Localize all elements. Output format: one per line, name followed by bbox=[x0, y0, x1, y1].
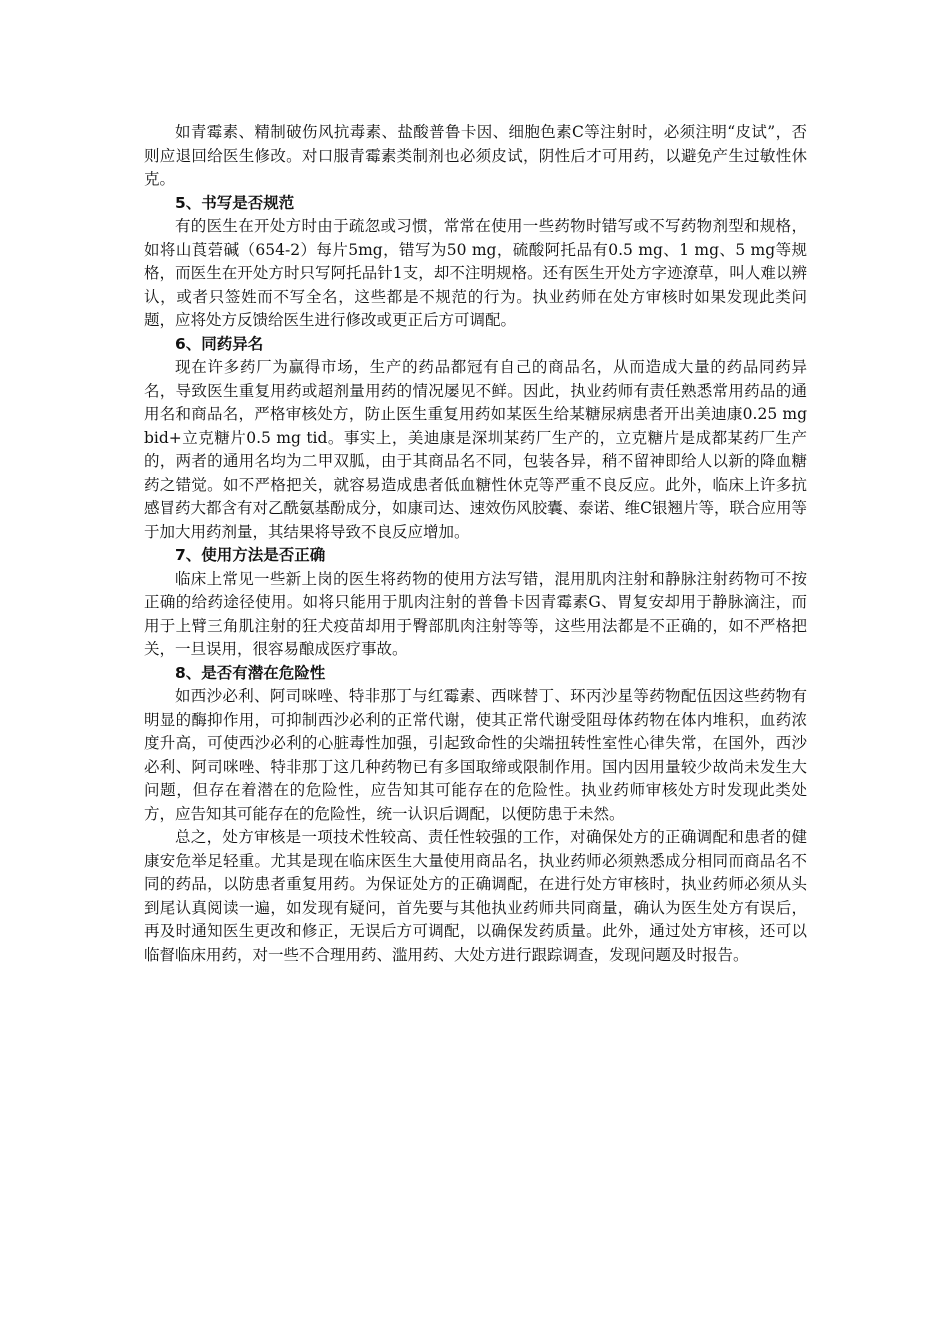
document-page bbox=[144, 121, 807, 967]
paragraph-usage-method: 临床上常见一些新上岗的医生将药物的使用方法写错，混用肌肉注射和静脉注射药物可不按正确的给药途径使用。如将只能用于肌肉注射的普鲁卡因青霉素G、胃复安却用于静脉滴注，而用于上臂三角肌注射的狂犬疫苗却用于臀部肌肉注射等等，这些用法都是不正确的，如不严格把关，一旦误用，很容易酿成医疗事故。 bbox=[144, 569, 807, 658]
section-heading-7: 7、使用方法是否正确 bbox=[175, 546, 326, 564]
paragraph-same-drug-names: 现在许多药厂为赢得市场，生产的药品都冠有自己的商品名，从而造成大量的药品同药异名，导致医生重复用药或超剂量用药的情况屡见不鲜。因此，执业药师有责任熟悉常用药品的通用名和商品名，严格审核处方，防止医生重复用药如某医生给某糖尿病患者开出美迪康0.25 mg bid+立克糖片0.5 mg tid。事实上，美迪康是深圳某药厂生产的，立克糖片是成都某药厂生产的，两者的通用名均为二甲双胍，由于其商品名不同，包装各异，稍不留神即给人以新的降血糖药之错觉。如不严格把关，就容易造成患者低血糖性休克等严重不良反应。此外，临床上许多抗感冒药大都含有对乙酰氨基酚成分，如康司达、速效伤风胶囊、泰诺、维C银翘片等，联合应用等于加大用药剂量，其结果将导致不良反应增加。 bbox=[144, 358, 807, 541]
paragraph-skin-test: 如青霉素、精制破伤风抗毒素、盐酸普鲁卡因、细胞色素C等注射时，必须注明“皮试”，否则应退回给医生修改。对口服青霉素类制剂也必须皮试，阴性后才可用药，以避免产生过敏性休克。 bbox=[144, 123, 807, 188]
paragraph-potential-risk: 如西沙必利、阿司咪唑、特非那丁与红霉素、西咪替丁、环丙沙星等药物配伍因这些药物有明显的酶抑作用，可抑制西沙必利的正常代谢，使其正常代谢受阻母体药物在体内堆积，血药浓度升高，可使西沙必利的心脏毒性加强，引起致命性的尖端扭转性室性心律失常，在国外，西沙必利、阿司咪唑、特非那丁这几种药物已有多国取缔或限制作用。国内因用量较少故尚未发生大问题，但存在着潜在的危险性，应告知其可能存在的危险性。执业药师审核处方时发现此类处方，应告知其可能存在的危险性，统一认识后调配，以便防患于未然。 bbox=[144, 687, 807, 823]
paragraph-summary: 总之，处方审核是一项技术性较高、责任性较强的工作，对确保处方的正确调配和患者的健康安危举足轻重。尤其是现在临床医生大量使用商品名，执业药师必须熟悉成分相同而商品名不同的药品，以防患者重复用药。为保证处方的正确调配，在进行处方审核时，执业药师必须从头到尾认真阅读一遍，如发现有疑问，首先要与其他执业药师共同商量，确认为医生处方有误后，再及时通知医生更改和修正，无误后方可调配，以确保发药质量。此外，通过处方审核，还可以临督临床用药，对一些不合理用药、滥用药、大处方进行跟踪调查，发现问题及时报告。 bbox=[144, 828, 807, 964]
section-heading-5: 5、书写是否规范 bbox=[175, 193, 295, 212]
paragraph-writing-standard: 有的医生在开处方时由于疏忽或习惯，常常在使用一些药物时错写或不写药物剂型和规格，如将山莨菪碱（654-2）每片5mg，错写为50 mg，硫酸阿托品有0.5 mg、1 mg、5 mg等规格，而医生在开处方时只写阿托品针1支，却不注明规格。还有医生开处方字迹潦草，叫人难以辨认，或者只签姓而不写全名，这些都是不规范的行为。执业药师在处方审核时如果发现此类问题，应将处方反馈给医生进行修改或更正后方可调配。 bbox=[144, 217, 807, 329]
section-heading-6: 6、同药异名 bbox=[175, 334, 264, 353]
section-heading-8: 8、是否有潜在危险性 bbox=[175, 663, 326, 682]
